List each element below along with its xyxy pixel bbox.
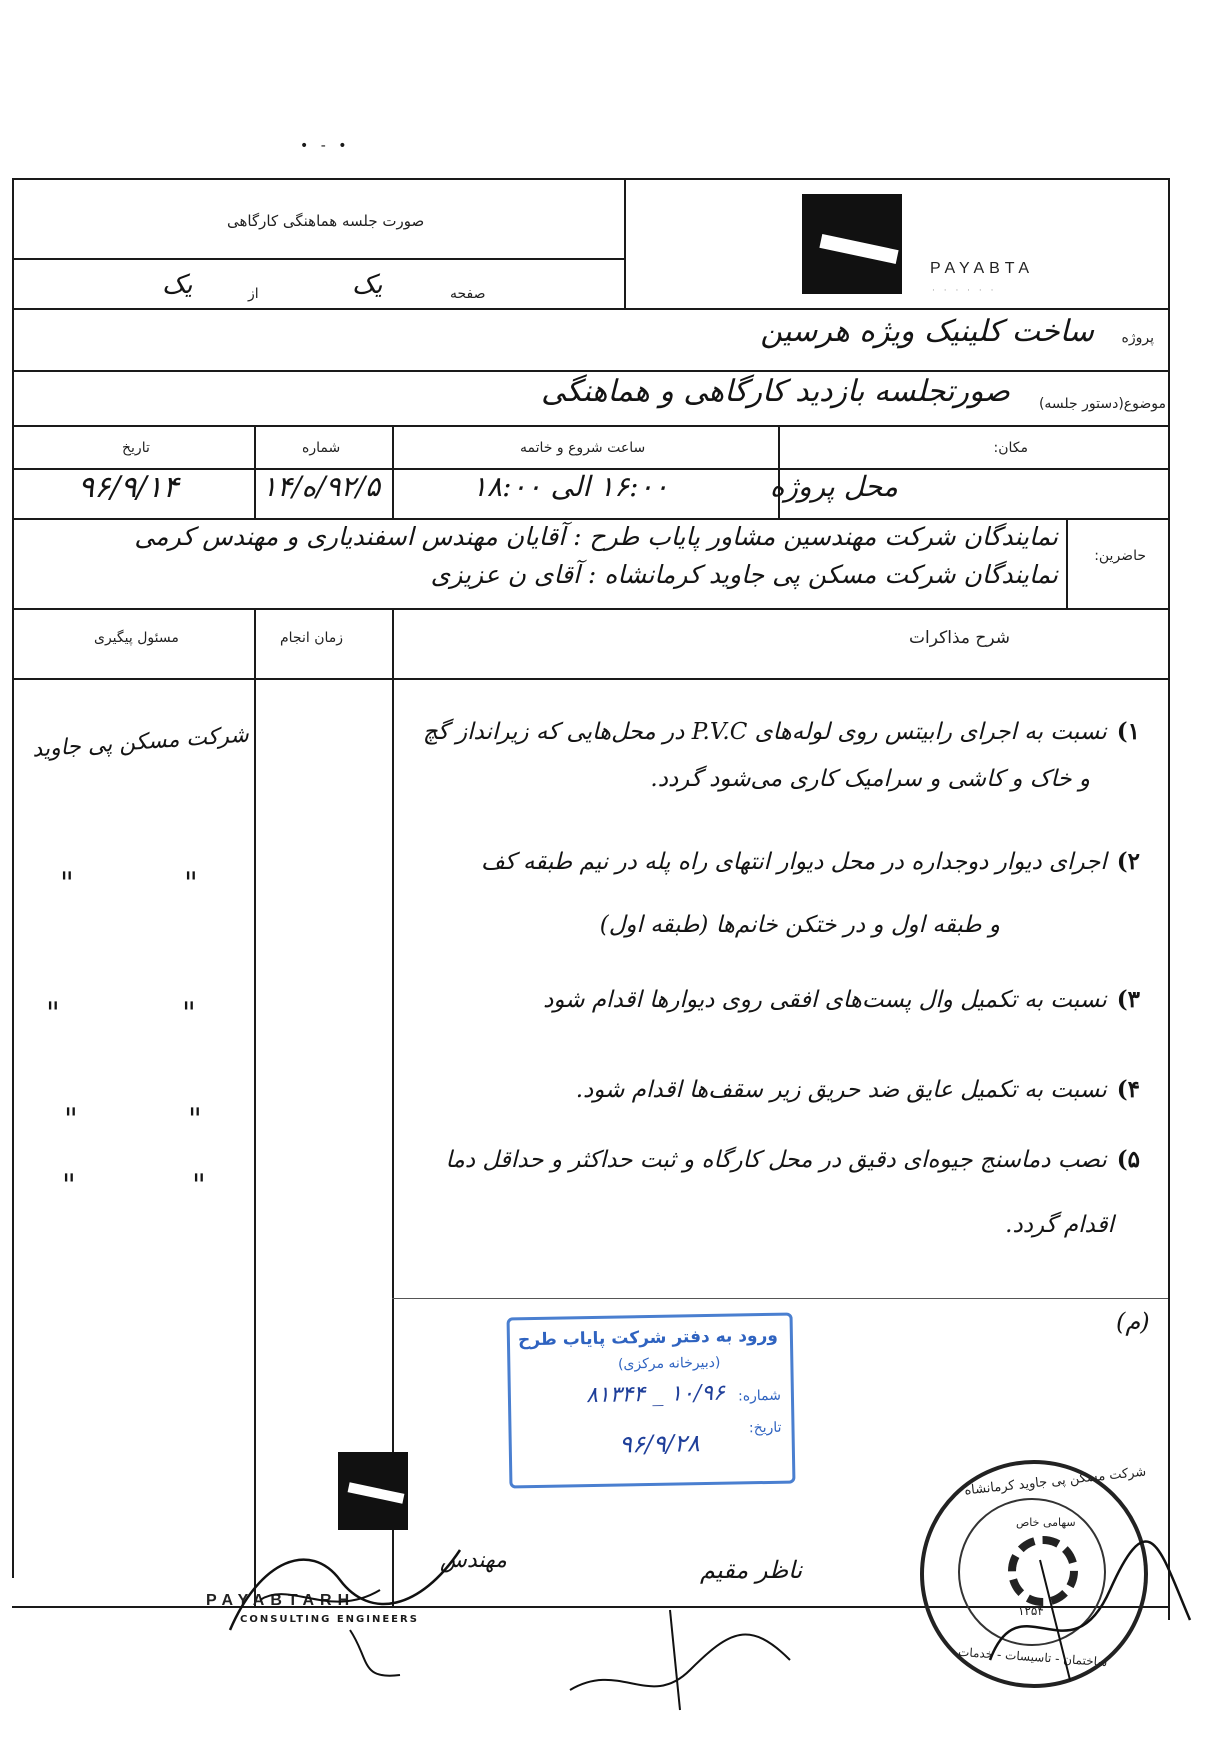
attendee-line-2: نمایندگان شرکت مسکن پی جاوید کرمانشاه : آقای ن عزیزی xyxy=(430,560,1058,589)
item-line: نسبت به تکمیل عایق ضد حریق زیر سقف‌ها اقدام شود. xyxy=(575,1077,1107,1103)
supervisor-signature xyxy=(560,1600,800,1720)
time-value: ۱۶:۰۰ الی ۱۸:۰۰ xyxy=(472,470,669,503)
footer-logo xyxy=(338,1452,408,1530)
project-label: پروژه xyxy=(1121,330,1154,346)
responsible-col-rule xyxy=(254,608,256,1608)
stamp-subtitle: (دبیرخانه مرکزی) xyxy=(617,1354,721,1373)
end-mark: (م) xyxy=(1116,1308,1150,1336)
payabtarh-logo xyxy=(802,194,902,294)
responsible-value: شرکت مسکن پی جاوید xyxy=(31,722,250,763)
ditto-mark: " xyxy=(184,866,198,901)
place-label: مکان: xyxy=(993,440,1028,456)
ditto-mark: " xyxy=(62,1168,76,1203)
attendees-divider xyxy=(1066,518,1068,608)
discussion-item-4 xyxy=(576,1076,1140,1103)
of-value: یک xyxy=(162,270,193,300)
ditto-mark: " xyxy=(46,996,60,1031)
representative-signature xyxy=(980,1540,1200,1690)
attendees-label: حاضرین: xyxy=(1094,548,1146,564)
discussion-item-2-cont xyxy=(600,912,1000,938)
col-responsible: مسئول پیگیری xyxy=(94,630,179,646)
col-rule-2 xyxy=(392,425,394,518)
number-label: شماره xyxy=(302,440,341,456)
item-number: ۵) xyxy=(1116,1146,1140,1173)
discussion-item-5 xyxy=(446,1146,1140,1173)
discussion-item-2 xyxy=(481,848,1140,875)
item-line: و خاک و کاشی و سرامیک کاری می‌شود گردد. xyxy=(650,766,1090,792)
subject-value: صورتجلسه بازدید کارگاهی و هماهنگی xyxy=(541,374,1010,409)
ditto-mark: " xyxy=(60,866,74,901)
item-number: ۱) xyxy=(1116,718,1140,745)
time-label: ساعت شروع و خاتمه xyxy=(520,440,646,456)
footer-subtitle: CONSULTING ENGINEERS xyxy=(240,1614,419,1625)
item-line: و طبقه اول و در ختکن خانم‌ها (طبقه اول) xyxy=(599,912,1000,938)
ditto-mark: " xyxy=(182,996,196,1031)
stamp-date-value: ۹۶/۹/۲۸ xyxy=(618,1429,700,1459)
incoming-mail-stamp xyxy=(507,1313,796,1489)
item-number: ۲) xyxy=(1116,848,1140,875)
col-rule-1 xyxy=(254,425,256,518)
page-value: یک xyxy=(352,270,383,300)
table-head-rule xyxy=(12,678,1170,680)
stamp-number-label: شماره: xyxy=(737,1387,782,1405)
stamp-number-value: ۱۰/۹۶ _ ۸۱۳۴۴ xyxy=(585,1380,726,1409)
project-value: ساخت کلینیک ویژه هرسین xyxy=(760,314,1094,349)
scan-mark: • - • xyxy=(300,138,351,154)
brand-subline: · · · · · · xyxy=(932,286,997,296)
page-label: صفحه xyxy=(450,286,486,302)
items-end-rule xyxy=(392,1298,1168,1299)
engineer-sign-label: مهندس xyxy=(440,1548,507,1573)
of-label: از xyxy=(248,286,259,302)
discussion-item-1-cont xyxy=(650,766,1090,792)
ditto-mark: " xyxy=(64,1102,78,1137)
frame-top xyxy=(12,178,1170,180)
item-line: نسبت به اجرای رابیتس روی لوله‌های P.V.C در محل‌هایی که زیرانداز گچ xyxy=(422,719,1107,745)
subject-rule xyxy=(12,425,1170,427)
item-line: نصب دماسنج جیوه‌ای دقیق در محل کارگاه و ثبت حداکثر و حداقل دما xyxy=(445,1147,1107,1173)
discussion-item-1 xyxy=(423,718,1140,745)
item-line: نسبت به تکمیل وال پست‌های افقی روی دیوارها اقدام شود xyxy=(543,987,1107,1013)
margin-mark xyxy=(340,1620,420,1690)
ditto-mark: " xyxy=(188,1102,202,1137)
stamp-date-label: تاریخ: xyxy=(748,1419,782,1437)
date-label: تاریخ xyxy=(122,440,150,456)
frame-right xyxy=(1168,178,1170,1620)
logo-stroke xyxy=(819,234,898,264)
title-rule xyxy=(12,258,624,260)
seal-middle-text: سهامی خاص xyxy=(1016,1516,1076,1529)
number-value: ۹۲/۵/ه/۱۴ xyxy=(262,470,381,503)
form-title: صورت جلسه هماهنگی کارگاهی xyxy=(227,212,425,230)
attendee-line-1: نمایندگان شرکت مهندسین مشاور پایاب طرح : آقایان مهندس اسفندیاری و مهندس کرمی xyxy=(134,522,1058,551)
header-bottom-rule xyxy=(12,308,1170,310)
header-divider xyxy=(624,178,626,308)
project-rule xyxy=(12,370,1170,372)
supervisor-label: ناظر مقیم xyxy=(700,1556,803,1584)
item-number: ۳) xyxy=(1116,986,1140,1013)
seal-bottom-text: ساختمان - تاسیسات - خدمات xyxy=(957,1644,1108,1670)
attendees-rule xyxy=(12,608,1170,610)
brand-name: PAYABTA xyxy=(930,260,1035,277)
seal-reg-text: ۱۲۵۴ xyxy=(1018,1604,1044,1618)
stamp-title: ورود به دفتر شرکت پایاب طرح xyxy=(517,1325,779,1351)
date-value: ۹۶/۹/۱۴ xyxy=(78,470,179,505)
item-number: ۴) xyxy=(1116,1076,1140,1103)
footer-logo-stroke xyxy=(348,1482,405,1503)
col-discussion: شرح مذاکرات xyxy=(909,628,1010,648)
frame-left xyxy=(12,178,14,1578)
seal-top-text: شرکت مسکن پی جاوید کرمانشاه xyxy=(963,1464,1147,1499)
discussion-item-5-cont xyxy=(1005,1212,1114,1238)
footer-brand: PAYABTARH xyxy=(206,1592,356,1609)
item-line: اقدام گردد. xyxy=(1005,1212,1114,1238)
item-line: اجرای دیوار دوجداره در محل دیوار انتهای راه پله در نیم طبقه کف xyxy=(480,849,1107,875)
place-value: محل پروژه xyxy=(769,470,898,503)
col-time: زمان انجام xyxy=(280,630,344,646)
discussion-item-3 xyxy=(543,986,1140,1013)
ditto-mark: " xyxy=(192,1168,206,1203)
values-rule xyxy=(12,518,1170,520)
subject-label: موضوع(دستور جلسه) xyxy=(1038,396,1166,412)
